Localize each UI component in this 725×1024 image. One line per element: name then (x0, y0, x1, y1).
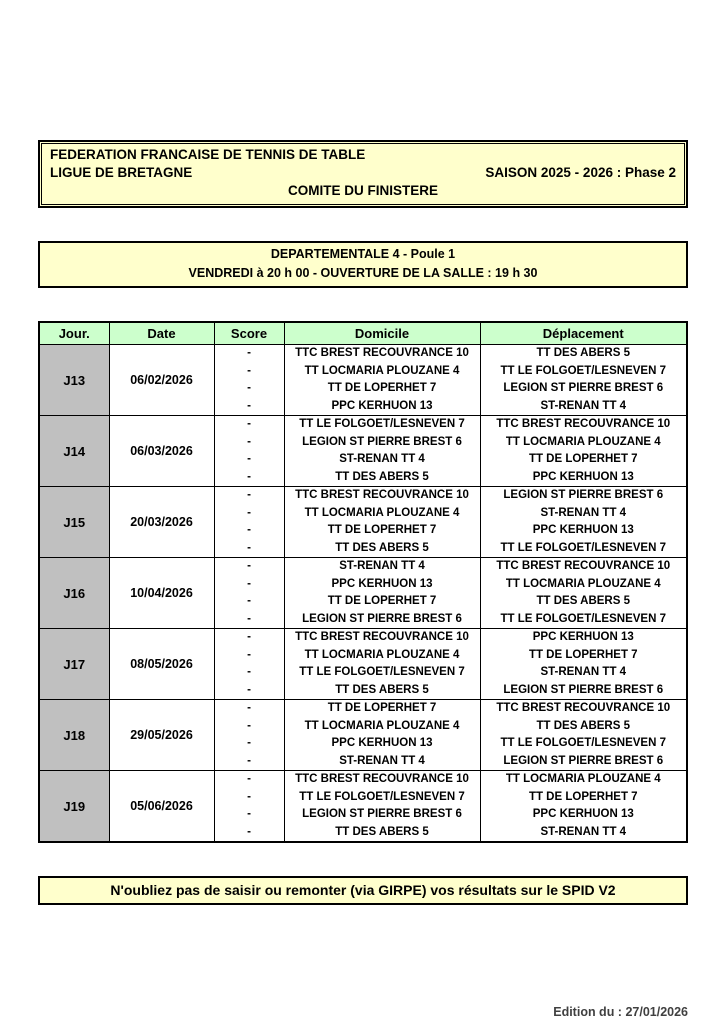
journee-row (39, 487, 687, 558)
score-line: - (247, 489, 251, 501)
jour-cell: J14 (39, 416, 109, 487)
column-header: Date (109, 322, 214, 345)
date-cell: 20/03/2026 (109, 487, 214, 558)
jour-cell: J18 (39, 700, 109, 771)
away-team: TT LOCMARIA PLOUZANE 4 (505, 435, 661, 448)
score-line: - (247, 418, 251, 430)
away-team: TT DE LOPERHET 7 (528, 648, 638, 661)
score-line: - (247, 737, 251, 749)
home-team: PPC KERHUON 13 (331, 577, 433, 590)
home-team: TT LE FOLGOET/LESNEVEN 7 (299, 666, 465, 678)
score-line: - (247, 790, 251, 803)
home-team: LEGION ST PIERRE BREST 6 (302, 435, 462, 448)
home-team: TTC BREST RECOUVRANCE 10 (295, 347, 469, 359)
deplacement-cell (480, 487, 687, 558)
away-team: TT DES ABERS 5 (536, 347, 630, 359)
away-team: PPC KERHUON 13 (532, 808, 634, 820)
score-line: - (247, 666, 251, 678)
column-header: Domicile (284, 322, 480, 345)
table-header-row (39, 322, 687, 345)
away-team: LEGION ST PIERRE BREST 6 (503, 489, 664, 501)
home-team: TT LE FOLGOET/LESNEVEN 7 (299, 790, 465, 803)
federation-title: FEDERATION FRANCAISE DE TENNIS DE TABLE (50, 147, 366, 162)
away-team: TTC BREST RECOUVRANCE 10 (496, 560, 671, 572)
away-team: LEGION ST PIERRE BREST 6 (503, 683, 664, 696)
away-team: TT DES ABERS 5 (536, 719, 630, 732)
date-cell: 10/04/2026 (109, 558, 214, 629)
score-line: - (247, 754, 251, 767)
score-line: - (247, 719, 251, 732)
journee-row (39, 629, 687, 700)
domicile-cell (284, 700, 480, 771)
score-cell (214, 629, 284, 700)
away-team: LEGION ST PIERRE BREST 6 (503, 382, 664, 394)
domicile-cell (284, 416, 480, 487)
score-line: - (247, 808, 251, 820)
score-line: - (247, 702, 251, 714)
away-team: ST-RENAN TT 4 (540, 666, 627, 678)
home-team: TTC BREST RECOUVRANCE 10 (295, 489, 469, 501)
ligue-season-line (50, 164, 676, 182)
score-line: - (247, 683, 251, 696)
home-team: TT DE LOPERHET 7 (327, 702, 437, 714)
journee-row (39, 700, 687, 771)
home-team: TTC BREST RECOUVRANCE 10 (295, 773, 469, 785)
away-team: PPC KERHUON 13 (532, 470, 634, 483)
column-header: Score (214, 322, 284, 345)
score-line: - (247, 612, 251, 625)
score-line: - (247, 648, 251, 661)
date-cell: 06/03/2026 (109, 416, 214, 487)
away-team: TTC BREST RECOUVRANCE 10 (496, 418, 671, 430)
domicile-cell (284, 345, 480, 416)
away-team: TTC BREST RECOUVRANCE 10 (496, 702, 671, 714)
score-line: - (247, 347, 251, 359)
away-team: ST-RENAN TT 4 (540, 825, 627, 838)
away-team: TT LE FOLGOET/LESNEVEN 7 (500, 737, 666, 749)
deplacement-cell (480, 771, 687, 843)
domicile-cell (284, 629, 480, 700)
score-cell (214, 416, 284, 487)
score-line: - (247, 506, 251, 519)
home-team: ST-RENAN TT 4 (339, 754, 425, 767)
home-team: TT DES ABERS 5 (335, 541, 429, 554)
home-team: TT DES ABERS 5 (335, 825, 429, 838)
score-line: - (247, 577, 251, 590)
score-cell (214, 700, 284, 771)
score-line: - (247, 595, 251, 607)
score-cell (214, 487, 284, 558)
jour-cell: J15 (39, 487, 109, 558)
jour-cell: J19 (39, 771, 109, 843)
reminder-banner: N'oubliez pas de saisir ou remonter (via GIRPE) vos résultats sur le SPID V2 (38, 876, 688, 905)
date-cell: 08/05/2026 (109, 629, 214, 700)
score-line: - (247, 470, 251, 483)
away-team: TT LE FOLGOET/LESNEVEN 7 (500, 541, 666, 554)
away-team: LEGION ST PIERRE BREST 6 (503, 754, 664, 767)
score-line: - (247, 541, 251, 554)
deplacement-cell (480, 700, 687, 771)
away-team: TT LE FOLGOET/LESNEVEN 7 (500, 364, 666, 377)
home-team: ST-RENAN TT 4 (339, 453, 425, 465)
home-team: LEGION ST PIERRE BREST 6 (302, 612, 462, 625)
score-line: - (247, 560, 251, 572)
deplacement-cell (480, 629, 687, 700)
date-cell: 05/06/2026 (109, 771, 214, 843)
away-team: ST-RENAN TT 4 (540, 506, 627, 519)
column-header: Déplacement (480, 322, 687, 345)
score-line: - (247, 773, 251, 785)
domicile-cell (284, 558, 480, 629)
jour-cell: J16 (39, 558, 109, 629)
federation-header-box (38, 140, 688, 208)
score-line: - (247, 524, 251, 536)
date-cell: 06/02/2026 (109, 345, 214, 416)
away-team: TT DES ABERS 5 (536, 595, 630, 607)
home-team: TT LOCMARIA PLOUZANE 4 (304, 719, 460, 732)
home-team: PPC KERHUON 13 (331, 399, 433, 412)
home-team: PPC KERHUON 13 (331, 737, 433, 749)
jour-cell: J17 (39, 629, 109, 700)
season-label: SAISON 2025 - 2026 : Phase 2 (485, 165, 676, 180)
home-team: TT LOCMARIA PLOUZANE 4 (304, 648, 460, 661)
journee-row (39, 558, 687, 629)
away-team: TT LOCMARIA PLOUZANE 4 (505, 773, 661, 785)
away-team: TT LOCMARIA PLOUZANE 4 (505, 577, 661, 590)
column-header: Jour. (39, 322, 109, 345)
away-team: TT DE LOPERHET 7 (528, 790, 638, 803)
division-schedule-info: VENDREDI à 20 h 00 - OUVERTURE DE LA SALLE : 19 h 30 (188, 266, 538, 280)
division-title: DEPARTEMENTALE 4 - Poule 1 (270, 247, 456, 261)
home-team: TT DE LOPERHET 7 (327, 524, 437, 536)
home-team: TT LOCMARIA PLOUZANE 4 (304, 506, 460, 519)
match-schedule-table (38, 321, 688, 843)
edition-date: Edition du : 27/01/2026 (553, 1005, 688, 1019)
division-box (38, 241, 688, 288)
ligue-title: LIGUE DE BRETAGNE (50, 165, 193, 180)
home-team: TT DES ABERS 5 (335, 470, 429, 483)
federation-header-inner (41, 143, 685, 205)
score-cell (214, 345, 284, 416)
away-team: PPC KERHUON 13 (532, 631, 634, 643)
comite-title: COMITE DU FINISTERE (287, 183, 438, 198)
score-cell (214, 558, 284, 629)
score-line: - (247, 631, 251, 643)
home-team: TT DE LOPERHET 7 (327, 595, 437, 607)
domicile-cell (284, 487, 480, 558)
home-team: TT DES ABERS 5 (335, 683, 429, 696)
domicile-cell (284, 771, 480, 843)
away-team: ST-RENAN TT 4 (540, 399, 627, 412)
score-line: - (247, 382, 251, 394)
score-line: - (247, 435, 251, 448)
score-line: - (247, 453, 251, 465)
score-line: - (247, 399, 251, 412)
date-cell: 29/05/2026 (109, 700, 214, 771)
away-team: TT LE FOLGOET/LESNEVEN 7 (500, 612, 666, 625)
away-team: TT DE LOPERHET 7 (528, 453, 638, 465)
away-team: PPC KERHUON 13 (532, 524, 634, 536)
jour-cell: J13 (39, 345, 109, 416)
home-team: TT DE LOPERHET 7 (327, 382, 437, 394)
home-team: LEGION ST PIERRE BREST 6 (302, 808, 462, 820)
journee-row (39, 345, 687, 416)
home-team: ST-RENAN TT 4 (339, 560, 425, 572)
home-team: TTC BREST RECOUVRANCE 10 (295, 631, 469, 643)
home-team: TT LOCMARIA PLOUZANE 4 (304, 364, 460, 377)
journee-row (39, 771, 687, 843)
deplacement-cell (480, 345, 687, 416)
score-line: - (247, 825, 251, 838)
home-team: TT LE FOLGOET/LESNEVEN 7 (299, 418, 465, 430)
score-line: - (247, 364, 251, 377)
journee-row (39, 416, 687, 487)
deplacement-cell (480, 416, 687, 487)
score-cell (214, 771, 284, 843)
deplacement-cell (480, 558, 687, 629)
